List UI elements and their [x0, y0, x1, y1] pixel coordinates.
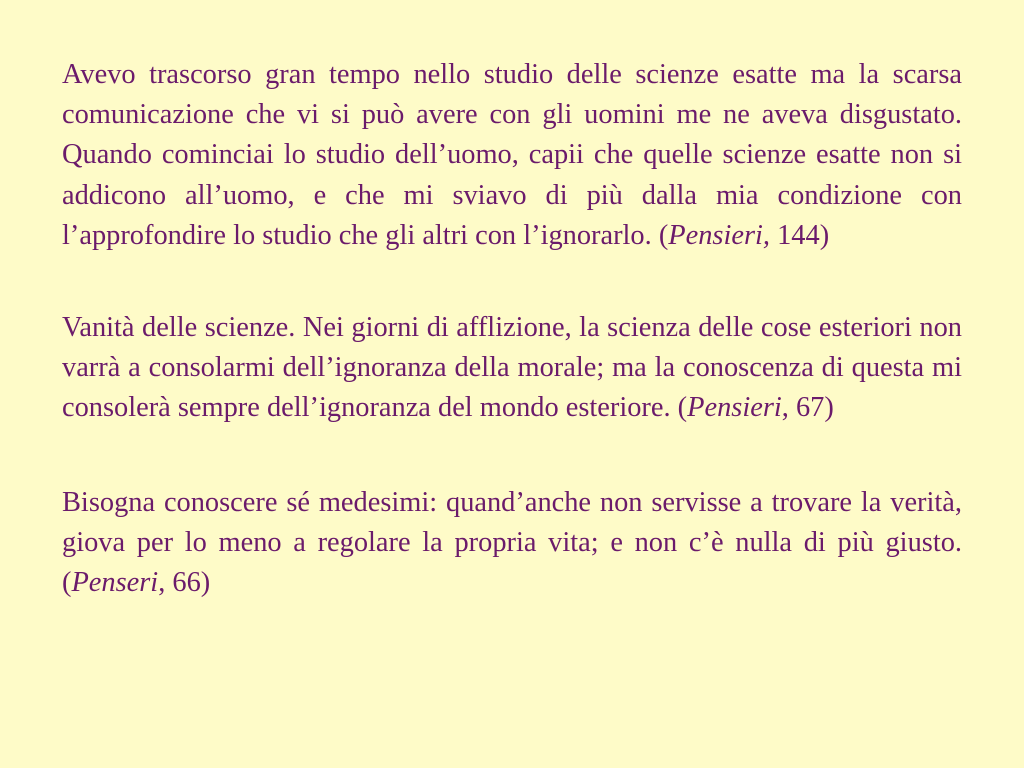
citation-title-3: Penseri	[71, 567, 159, 599]
quote-text-1: Avevo trascorso gran tempo nello studio delle scienze esatte ma la scarsa comunicazione che vi si può avere con gli uomini me ne aveva disgustato. Quando cominciai lo studio dell’uomo, capii che quelle scienze esatte non si addicono all’uomo, e che mi sviavo di più dalla mia condizione con l’approfondire lo studio che gli altri con l’ignorarlo. (	[62, 59, 962, 251]
quote-paragraph-2	[62, 308, 962, 429]
citation-ref-2: , 67)	[781, 392, 834, 424]
quote-text-3: Bisogna conoscere sé medesimi: quand’anche non servisse a trovare la verità, giova per lo meno a regolare la propria vita; e non c’è nulla di più giusto. (	[62, 486, 962, 599]
quote-text-2: Vanità delle scienze. Nei giorni di afflizione, la scienza delle cose esteriori non varrà a consolarmi dell’ignoranza della morale; ma la conoscenza di questa mi consolerà sempre dell’ignoranza del mondo esteriore. (	[62, 312, 962, 424]
quote-paragraph-3	[62, 483, 962, 604]
citation-title-2: Pensieri	[687, 392, 782, 424]
citation-title-1: Pensieri,	[668, 219, 771, 251]
quote-paragraph-1	[62, 55, 962, 256]
citation-ref-3: , 66)	[158, 567, 211, 599]
citation-ref-1: 144)	[770, 219, 830, 251]
